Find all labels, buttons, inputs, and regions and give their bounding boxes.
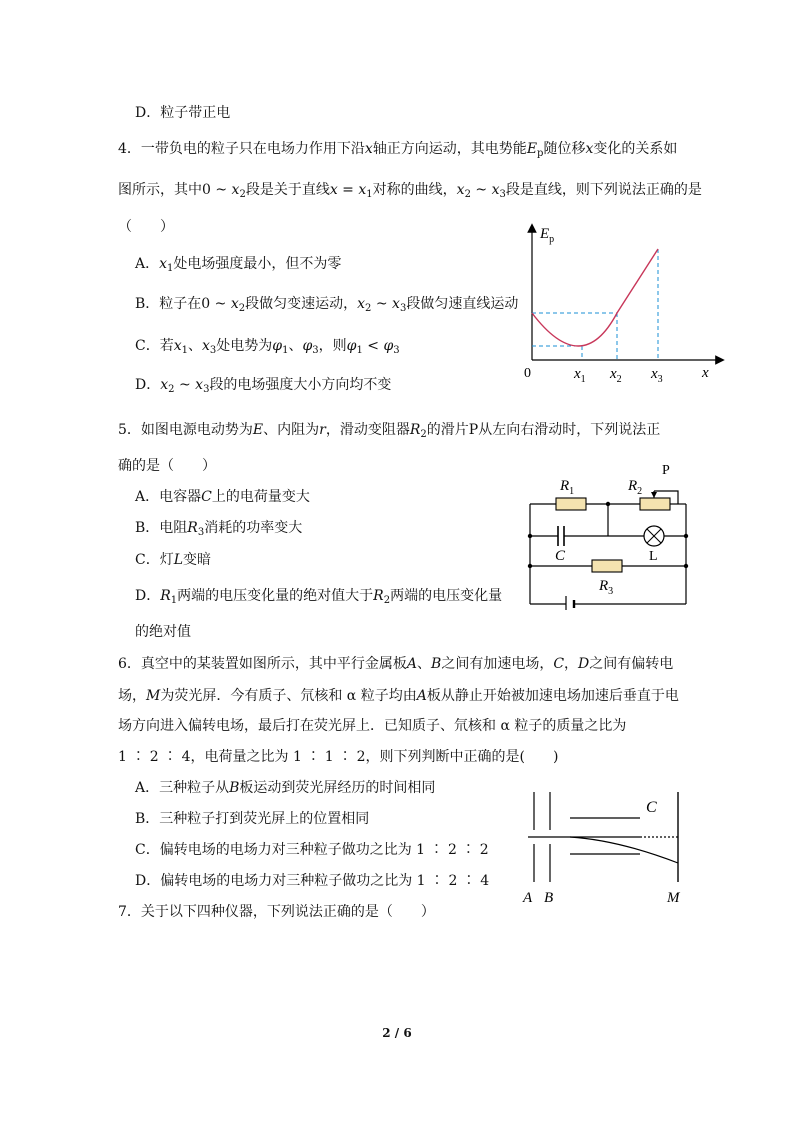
junction-dot bbox=[528, 534, 532, 538]
q6-stem-line2: 场，M为荧光屏．今有质子、氘核和 α 粒子均由A板从静止开始被加速电场加速后垂直于电 bbox=[118, 688, 679, 704]
q4-option-d: D．$x_2$ ~ $x_3$段的电场强度大小方向均不变 bbox=[135, 377, 392, 395]
label-c: C bbox=[646, 799, 657, 816]
junction-dot bbox=[528, 564, 532, 568]
label-m: M bbox=[667, 890, 680, 906]
label-c: C bbox=[555, 548, 566, 564]
q5-option-a: A．电容器C上的电荷量变大 bbox=[135, 489, 310, 505]
q5-stem-line2: 确的是（ ） bbox=[118, 458, 216, 474]
tick-x2: $x_2$ bbox=[610, 366, 622, 382]
x-axis-label: x bbox=[702, 365, 709, 381]
q6-stem-line1: 6．真空中的某装置如图所示，其中平行金属板A、B之间有加速电场，C，D之间有偏转电 bbox=[118, 656, 674, 672]
q4-answer-paren: （ ） bbox=[118, 219, 174, 235]
resistor-r1 bbox=[556, 498, 586, 510]
q6-stem-line3: 场方向进入偏转电场，最后打在荧光屏上．已知质子、氘核和 α 粒子的质量之比为 bbox=[118, 718, 627, 734]
q6-option-c: C．偏转电场的电场力对三种粒子做功之比为 1 ∶ 2 ∶ 2 bbox=[135, 842, 489, 858]
junction-dot bbox=[684, 534, 688, 538]
tick-x3: $x_3$ bbox=[651, 366, 663, 382]
label-r1: $R_1$ bbox=[560, 478, 575, 497]
resistor-r3 bbox=[592, 560, 622, 572]
q6-option-a: A．三种粒子从B板运动到荧光屏经历的时间相同 bbox=[135, 780, 436, 796]
tick-x1: $x_1$ bbox=[574, 366, 586, 382]
ep-curve bbox=[532, 249, 658, 346]
q5-option-d-line2: 的绝对值 bbox=[135, 624, 191, 640]
dashed-guides bbox=[532, 249, 658, 360]
junction-dot bbox=[606, 502, 610, 506]
q5-option-d: D．$R_1$两端的电压变化量的绝对值大于$R_2$两端的电压变化量 bbox=[135, 588, 503, 606]
q5-circuit-diagram bbox=[520, 458, 695, 610]
q4-ep-graph bbox=[515, 222, 725, 382]
slider-arrow-icon bbox=[651, 492, 657, 498]
q6-option-b: B．三种粒子打到荧光屏上的位置相同 bbox=[135, 811, 370, 827]
q6-stem-line4: 1 ∶ 2 ∶ 4，电荷量之比为 1 ∶ 1 ∶ 2，则下列判断中正确的是( ) bbox=[118, 749, 559, 765]
label-r2: $R_2$ bbox=[628, 478, 643, 497]
q6-option-d: D．偏转电场的电场力对三种粒子做功之比为 1 ∶ 2 ∶ 4 bbox=[135, 873, 490, 889]
q5-stem-line1: 5．如图电源电动势为E、内阻为r，滑动变阻器$R_2$的滑片P从左向右滑动时，下列说法正 bbox=[118, 422, 661, 440]
y-axis-label: $E_p$ bbox=[540, 226, 555, 245]
q4-option-c: C．若$x_1$、$x_3$处电势为$\varphi_1$、$\varphi_3$，则$\varphi_1 < \varphi_3$ bbox=[135, 338, 400, 356]
q6-apparatus-diagram bbox=[518, 788, 698, 908]
q4-option-a: A．$x_1$处电场强度最小，但不为零 bbox=[135, 256, 342, 274]
label-r3: $R_3$ bbox=[599, 578, 614, 597]
particle-trajectory bbox=[570, 837, 678, 863]
page-number: 2 / 6 bbox=[382, 1026, 412, 1040]
resistor-r2 bbox=[640, 498, 670, 510]
q4-stem-line2: 图所示，其中0 ~ $x_2$段是关于直线$x = x_1$对称的曲线，$x_2$ ~ $x_3$段是直线，则下列说法正确的是 bbox=[118, 182, 702, 200]
q5-option-c: C．灯L变暗 bbox=[135, 552, 212, 568]
label-a: A bbox=[523, 890, 533, 906]
q3-option-d: D．粒子带正电 bbox=[135, 105, 231, 121]
label-l: L bbox=[649, 549, 658, 564]
q4-option-b: B．粒子在0 ~ $x_2$段做匀变速运动，$x_2$ ~ $x_3$段做匀速直线运动 bbox=[135, 296, 519, 314]
label-p: P bbox=[662, 463, 670, 478]
junction-dot bbox=[684, 564, 688, 568]
q5-option-b: B．电阻$R_3$消耗的功率变大 bbox=[135, 520, 303, 538]
q7-stem: 7．关于以下四种仪器，下列说法正确的是（ ） bbox=[118, 904, 435, 920]
q4-stem-line1: 4．一带负电的粒子只在电场力作用下沿x轴正方向运动，其电势能$E_p$随位移x变化的关系如 bbox=[118, 141, 678, 159]
origin-label: 0 bbox=[524, 366, 531, 381]
label-b: B bbox=[544, 890, 554, 906]
